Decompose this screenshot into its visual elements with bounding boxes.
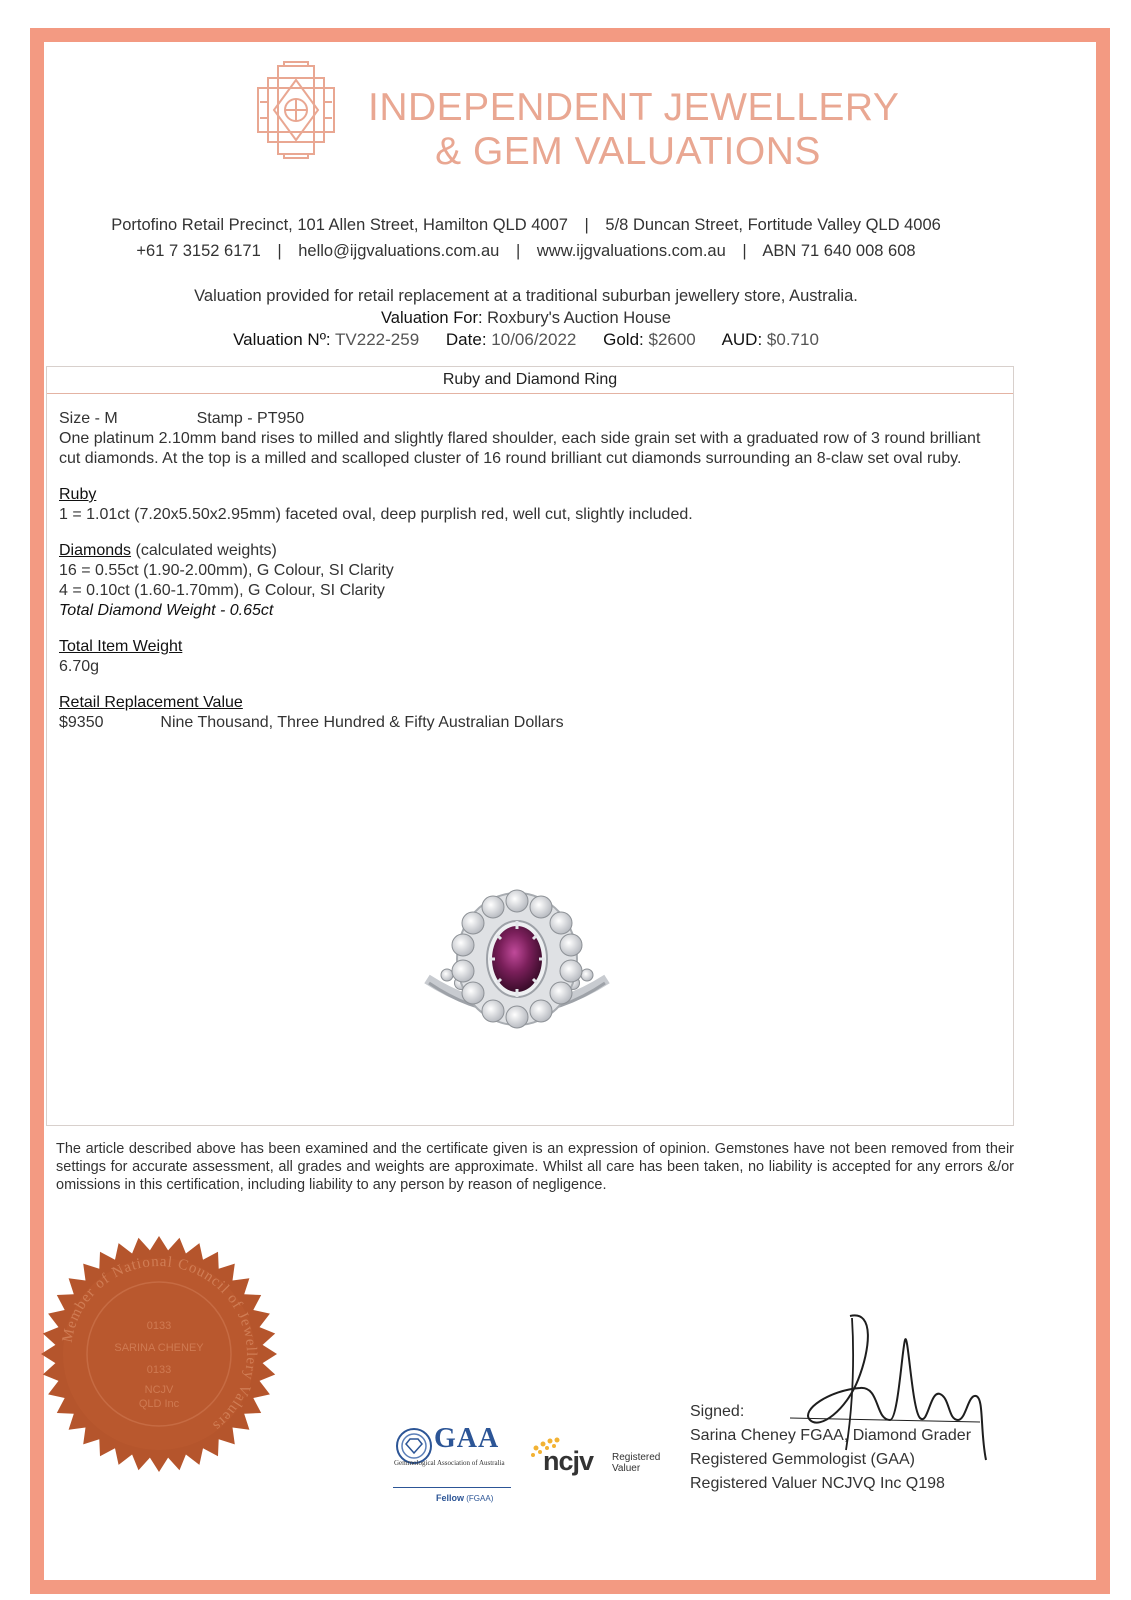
separator: | (742, 242, 747, 260)
valuation-for (40, 309, 1012, 328)
phone-number: +61 7 3152 6171 (136, 242, 261, 260)
diamonds-heading: Diamonds (59, 542, 132, 559)
brand-line-1: INDEPENDENT JEWELLERY (368, 86, 900, 129)
signed-label: Signed: (690, 1403, 745, 1420)
gaa-name: GAA (434, 1423, 500, 1454)
diamonds-note: (calculated weights) (135, 542, 277, 559)
svg-text:Member of National Council of: Member of National Council of Jewellery Valuers (59, 1253, 260, 1435)
gaa-fellow-label: Fellow (436, 1493, 465, 1503)
signer-line-1: Sarina Cheney FGAA, Diamond Grader (690, 1427, 972, 1444)
valuation-number: TV222-259 (335, 330, 420, 349)
brand-line-2: & GEM VALUATIONS (435, 130, 821, 173)
item-description: One platinum 2.10mm band rises to milled and slightly flared shoulder, each side grain set with a graduated row of 3 round brilliant cut diamonds. At the top is a milled and scalloped cluster of 16 round brilliant cut diamonds surrounding an 8-claw set oval ruby. (59, 430, 981, 467)
aud-rate: $0.710 (766, 330, 819, 349)
address-hamilton: Portofino Retail Precinct, 101 Allen Street, Hamilton QLD 4007 (111, 216, 568, 234)
separator: | (277, 242, 282, 260)
signer-line-3: Registered Valuer NCJVQ Inc Q198 (690, 1475, 945, 1492)
valuation-for-value: Roxbury's Auction House (487, 309, 671, 327)
seal-line: 0133 (146, 1364, 172, 1376)
separator: | (584, 216, 589, 234)
metal-stamp: Stamp - PT950 (196, 410, 305, 427)
date-label: Date: (445, 330, 487, 349)
retail-value-words: Nine Thousand, Three Hundred & Fifty Australian Dollars (160, 714, 564, 731)
valuation-details (40, 330, 1012, 350)
diamond-line: 16 = 0.55ct (1.90-2.00mm), G Colour, SI Clarity (59, 562, 394, 579)
item-title: Ruby and Diamond Ring (47, 367, 1013, 394)
contact-line (40, 242, 1012, 261)
ncjv-member-seal-icon (40, 1235, 278, 1473)
total-weight-heading: Total Item Weight (59, 638, 183, 655)
ncjv-sub-line-1: Registered (612, 1452, 661, 1463)
total-diamond-weight: Total Diamond Weight - 0.65ct (59, 602, 274, 619)
valuation-number-label: Valuation Nº: (233, 330, 331, 349)
gaa-fellow (436, 1493, 493, 1503)
brand-logo-icon (250, 58, 342, 162)
signer-details (690, 1424, 971, 1496)
ring-size: Size - M (59, 410, 118, 427)
address-fortitude-valley: 5/8 Duncan Street, Fortitude Valley QLD 4006 (605, 216, 941, 234)
seal-line: QLD Inc (138, 1398, 180, 1410)
signer-line-2: Registered Gemmologist (GAA) (690, 1451, 915, 1468)
email-address: hello@ijgvaluations.com.au (298, 242, 500, 260)
total-weight-value: 6.70g (59, 658, 100, 675)
retail-value-heading: Retail Replacement Value (59, 694, 243, 711)
gaa-fellow-suffix: (FGAA) (466, 1494, 494, 1503)
ncjv-sub-line-2: Valuer (612, 1463, 641, 1474)
item-description-body (59, 409, 1004, 733)
gold-price: $2600 (648, 330, 696, 349)
gold-label: Gold: (603, 330, 644, 349)
brand-name (368, 86, 900, 174)
seal-line: SARINA CHENEY (114, 1342, 204, 1354)
aud-label: AUD: (721, 330, 763, 349)
gaa-full-name: Gemmological Association of Australia (394, 1459, 505, 1467)
ring-photo (417, 887, 617, 1057)
seal-line: NCJV (144, 1384, 174, 1396)
website: www.ijgvaluations.com.au (536, 242, 726, 260)
ncjv-name: ncjv (543, 1446, 594, 1476)
ruby-details: 1 = 1.01ct (7.20x5.50x2.95mm) faceted oval, deep purplish red, well cut, slightly included. (59, 506, 693, 523)
valuation-date: 10/06/2022 (491, 330, 577, 349)
valuation-purpose: Valuation provided for retail replacement at a traditional suburban jewellery store, Australia. (194, 287, 858, 305)
separator: | (515, 242, 521, 260)
diamonds-heading-row (59, 541, 1004, 561)
valuation-for-label: Valuation For: (381, 309, 483, 327)
disclaimer-text: The article described above has been examined and the certificate given is an expression of opinion. Gemstones have not been removed from their settings for accurate assessment, all grades and weights are approximate. Whilst all care has been taken, no liability is accepted for any errors &/or omissions in this certification, including liability to any person by reason of negligence. (56, 1141, 1014, 1193)
diamond-line: 4 = 0.10ct (1.60-1.70mm), G Colour, SI Clarity (59, 582, 385, 599)
size-stamp-row (59, 409, 1004, 429)
ruby-heading: Ruby (59, 486, 97, 503)
address-line (40, 216, 1012, 235)
retail-value-row (59, 713, 1004, 733)
gaa-divider (393, 1487, 511, 1488)
retail-value-amount: $9350 (59, 714, 104, 731)
seal-line: 0133 (146, 1320, 172, 1332)
item-description-box (46, 366, 1014, 1126)
ncjv-registered-valuer (612, 1452, 660, 1474)
abn-number: ABN 71 640 008 608 (762, 242, 916, 260)
